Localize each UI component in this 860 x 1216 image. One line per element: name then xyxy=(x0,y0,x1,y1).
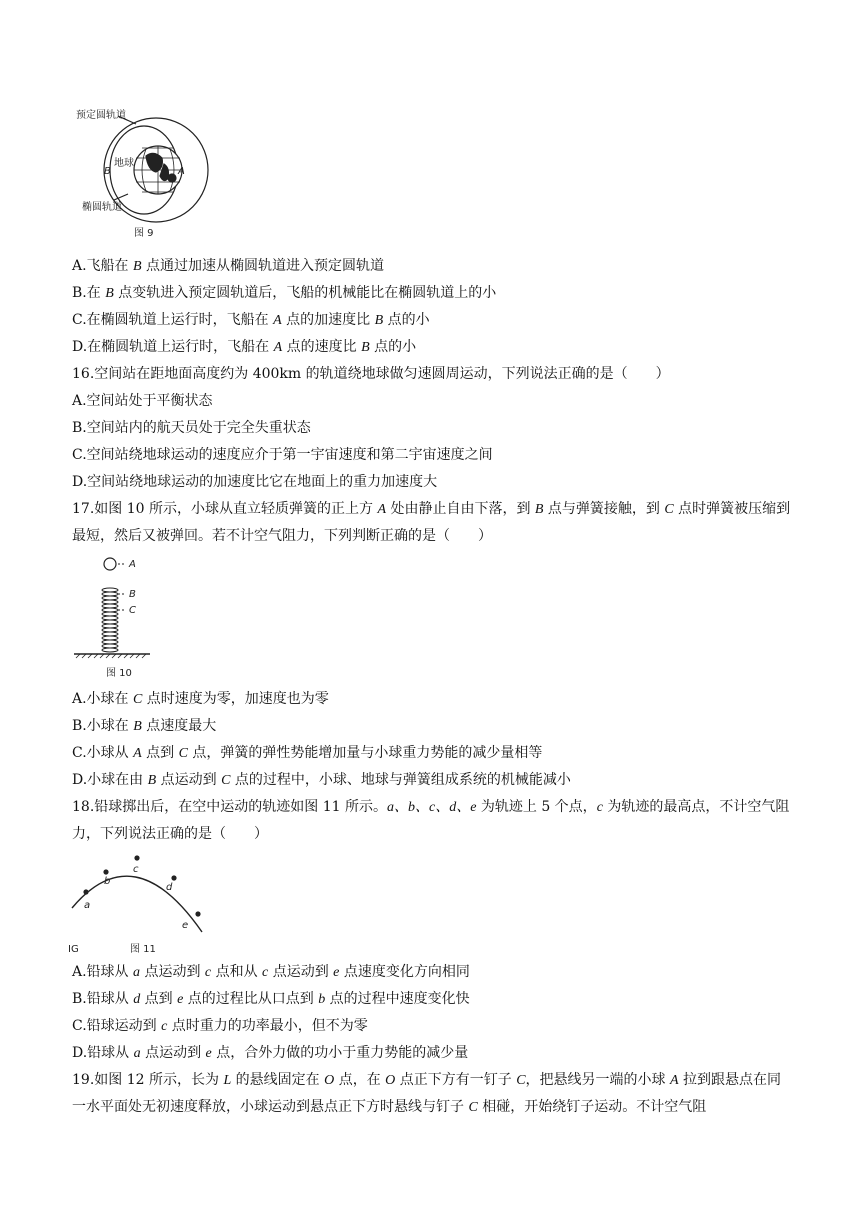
figure-11 xyxy=(64,848,214,958)
q16-option-a: A.空间站处于平衡状态 xyxy=(72,393,213,409)
fig10-label-a: A xyxy=(129,559,136,570)
q18-option-b: B.铅球从 d 点到 e 点的过程比从口点到 b 点的过程中速度变化快 xyxy=(72,991,470,1007)
q15-option-c: C.在椭圆轨道上运行时，飞船在 A 点的加速度比 B 点的小 xyxy=(72,312,430,328)
q18-option-d: D.铅球从 a 点运动到 e 点，合外力做的功小于重力势能的减少量 xyxy=(72,1045,469,1061)
q18-option-a: A.铅球从 a 点运动到 c 点和从 c 点运动到 e 点速度变化方向相同 xyxy=(72,964,470,980)
q17-option-b: B.小球在 B 点速度最大 xyxy=(72,718,217,734)
fig9-label-circle: 预定圆轨道 xyxy=(76,110,126,121)
fig11-label-e: e xyxy=(182,920,189,931)
fig9-label-ellipse: 椭圆轨道 xyxy=(82,202,122,213)
q18-stem: 18.铅球掷出后，在空中运动的轨迹如图 11 所示。a、b、c、d、e 为轨迹上 5 个点，c 为轨迹的最高点，不计空气阻力，下列说法正确的是（ ） xyxy=(72,799,790,842)
fig11-caption: 图 11 xyxy=(130,944,156,955)
figure-10 xyxy=(72,552,156,682)
fig11-label-b: b xyxy=(104,876,111,887)
q15-option-d: D.在椭圆轨道上运行时，飞船在 A 点的速度比 B 点的小 xyxy=(72,339,417,355)
fig10-caption: 图 10 xyxy=(106,668,132,679)
fig9-point-a: A xyxy=(178,166,185,177)
figure-9 xyxy=(74,104,214,244)
q16-option-c: C.空间站绕地球运动的速度应介于第一宇宙速度和第二宇宙速度之间 xyxy=(72,447,493,463)
q17-option-d: D.小球在由 B 点运动到 C 点的过程中，小球、地球与弹簧组成系统的机械能减小 xyxy=(72,772,571,788)
q16-stem: 16.空间站在距地面高度约为 400km 的轨道绕地球做匀速圆周运动，下列说法正确的是（ ） xyxy=(72,366,670,382)
q19-stem: 19.如图 12 所示，长为 L 的悬线固定在 O 点，在 O 点正下方有一钉子 C，把悬线另一端的小球 A 拉到跟悬点在同一水平面处无初速度释放，小球运动到悬点正下方时悬线与钉子 C 相碰，开始绕钉子运动。不计空气阻 xyxy=(72,1072,782,1115)
q17-option-a: A.小球在 C 点时速度为零，加速度也为零 xyxy=(72,691,329,707)
fig11-label-d: d xyxy=(166,882,173,893)
point-a-marker xyxy=(83,889,88,894)
point-e-marker xyxy=(195,911,200,916)
q18-option-c: C.铅球运动到 c 点时重力的功率最小，但不为零 xyxy=(72,1018,368,1034)
fig10-label-c: C xyxy=(129,605,136,616)
fig9-caption: 图 9 xyxy=(134,228,154,239)
fig11-label-a: a xyxy=(84,900,91,911)
ball xyxy=(104,558,116,570)
fig10-label-b: B xyxy=(129,589,136,600)
q16-option-b: B.空间站内的航天员处于完全失重状态 xyxy=(72,420,311,436)
fig9-point-b: B xyxy=(104,166,111,177)
fig11-prefix: IG xyxy=(68,944,79,955)
fig9-label-earth: 地球 xyxy=(114,158,134,169)
point-c-marker xyxy=(134,855,139,860)
q17-option-c: C.小球从 A 点到 C 点，弹簧的弹性势能增加量与小球重力势能的减少量相等 xyxy=(72,745,543,761)
q15-option-b: B.在 B 点变轨进入预定圆轨道后，飞船的机械能比在椭圆轨道上的小 xyxy=(72,285,497,301)
point-d-marker xyxy=(171,875,176,880)
q16-option-d: D.空间站绕地球运动的加速度比它在地面上的重力加速度大 xyxy=(72,474,438,490)
fig11-label-c: c xyxy=(133,864,139,875)
q17-stem: 17.如图 10 所示，小球从直立轻质弹簧的正上方 A 处由静止自由下落，到 B 点与弹簧接触，到 C 点时弹簧被压缩到最短，然后又被弹回。若不计空气阻力，下列判断正确的是（ ） xyxy=(72,501,791,544)
point-b-marker xyxy=(103,869,108,874)
spring xyxy=(102,588,118,652)
q15-option-a: A.飞船在 B 点通过加速从椭圆轨道进入预定圆轨道 xyxy=(72,258,385,274)
